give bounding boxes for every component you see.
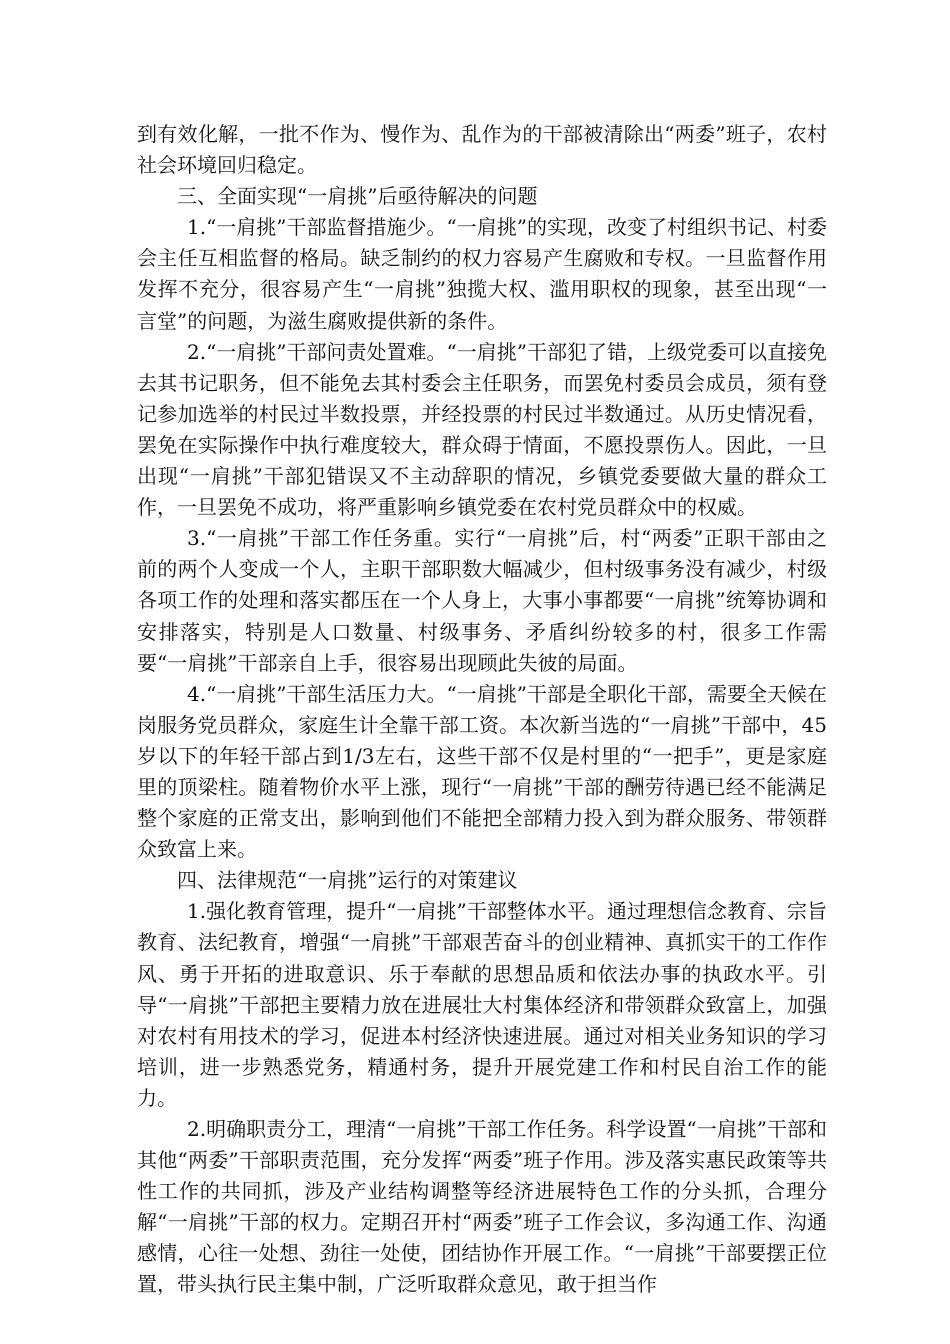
section-heading-four: 四、法律规范“一肩挑”运行的对策建议	[177, 868, 518, 893]
paragraph-issue-4: 4.“一肩挑”干部生活压力大。“一肩挑”干部是全职化干部，需要全天候在岗服务党员群众，家庭生计全靠干部工资。本次新当选的“一肩挑”干部中，45岁以下的年轻干部占到1/3左右，这些干部不仅是村里的“一把手”，更是家庭里的顶梁柱。随着物价水平上涨，现行“一肩挑”干部的酬劳待遇已经不能满足整个家庭的正常支出，影响到他们不能把全部精力投入到为群众服务、带领群众致富上来。	[137, 681, 827, 862]
paragraph-suggestion-1: 1.强化教育管理，提升“一肩挑”干部整体水平。通过理想信念教育、宗旨教育、法纪教育，增强“一肩挑”干部艰苦奋斗的创业精神、真抓实干的工作作风、勇于开拓的进取意识、乐于奉献的思想品质和依法办事的执政水平。引导“一肩挑”干部把主要精力放在进展壮大村集体经济和带领群众致富上，加强对农村有用技术的学习，促进本村经济快速进展。通过对相关业务知识的学习培训，进一步熟悉党务，精通村务，提升开展党建工作和村民自治工作的能力。	[137, 899, 827, 1110]
paragraph-suggestion-2: 2.明确职责分工，理清“一肩挑”干部工作任务。科学设置“一肩挑”干部和其他“两委”干部职责范围，充分发挥“两委”班子作用。涉及落实惠民政策等共性工作的共同抓，涉及产业结构调整等经济进展特色工作的分头抓，合理分解“一肩挑”干部的权力。定期召开村“两委”班子工作会议，多沟通工作、沟通感情，心往一处想、劲往一处使，团结协作开展工作。“一肩挑”干部要摆正位置，带头执行民主集中制，广泛听取群众意见，敢于担当作	[137, 1117, 827, 1297]
document-body	[137, 119, 827, 1301]
paragraph-continuation: 到有效化解，一批不作为、慢作为、乱作为的干部被清除出“两委”班子，农村社会环境回归稳定。	[137, 122, 827, 178]
section-heading-three: 三、全面实现“一肩挑”后亟待解决的问题	[177, 184, 538, 209]
paragraph-issue-2: 2.“一肩挑”干部问责处置难。“一肩挑”干部犯了错，上级党委可以直接免去其书记职务，但不能免去其村委会主任职务，而罢免村委员会成员，须有登记参加选举的村民过半数投票，并经投票的村民过半数通过。从历史情况看，罢免在实际操作中执行难度较大，群众碍于情面，不愿投票伤人。因此，一旦出现“一肩挑”干部犯错误又不主动辞职的情况，乡镇党委要做大量的群众工作，一旦罢免不成功，将严重影响乡镇党委在农村党员群众中的权威。	[137, 339, 827, 520]
paragraph-issue-3: 3.“一肩挑”干部工作任务重。实行“一肩挑”后，村“两委”正职干部由之前的两个人变成一个人，主职干部职数大幅减少，但村级事务没有减少，村级各项工作的处理和落实都压在一个人身上，大事小事都要“一肩挑”统筹协调和安排落实，特别是人口数量、村级事务、矛盾纠纷较多的村，很多工作需要“一肩挑”干部亲自上手，很容易出现顾此失彼的局面。	[137, 526, 827, 675]
paragraph-issue-1: 1.“一肩挑”干部监督措施少。“一肩挑”的实现，改变了村组织书记、村委会主任互相监督的格局。缺乏制约的权力容易产生腐败和专权。一旦监督作用发挥不充分，很容易产生“一肩挑”独揽大权、滥用职权的现象，甚至出现“一言堂”的问题，为滋生腐败提供新的条件。	[137, 215, 827, 333]
